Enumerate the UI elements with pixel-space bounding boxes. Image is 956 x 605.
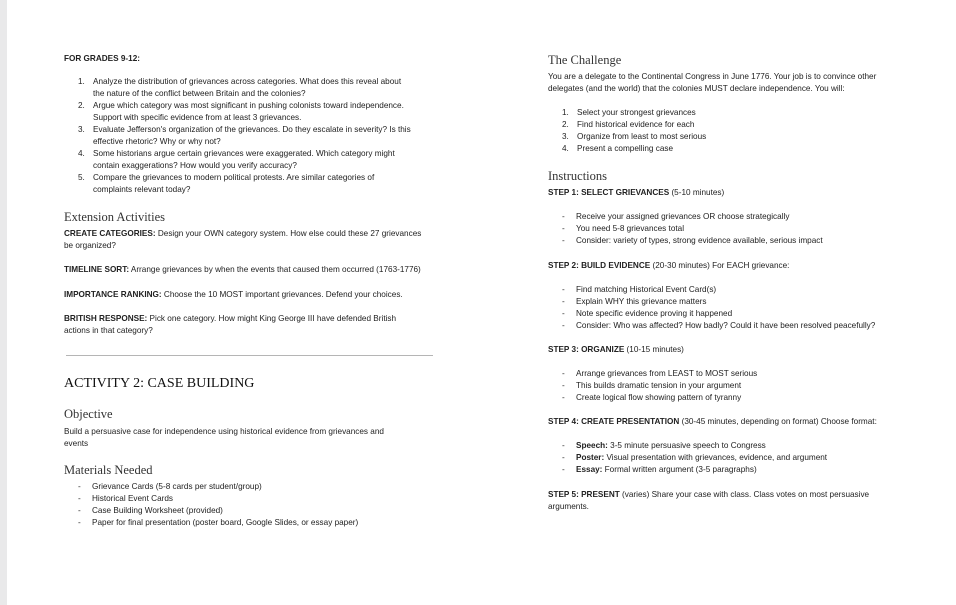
list-item: - Grievance Cards (5-8 cards per student/group) bbox=[78, 482, 262, 491]
extension-item: BRITISH RESPONSE: Pick one category. How might King George III have defended British actions in that category? bbox=[64, 314, 397, 335]
question-item: 3. Evaluate Jefferson's organization of the grievances. Do they escalate in severity? Is this effective rhetoric? Why or why not? bbox=[78, 125, 411, 146]
list-item: - Paper for final presentation (poster board, Google Slides, or essay paper) bbox=[78, 518, 359, 527]
extension-item: IMPORTANCE RANKING: Choose the 10 MOST important grievances. Defend your choices. bbox=[64, 290, 403, 299]
extension-heading: Extension Activities bbox=[64, 210, 166, 224]
list-item: - Consider: Who was affected? How badly? Could it have been resolved peacefully? bbox=[562, 321, 876, 330]
list-item: 1. Select your strongest grievances bbox=[562, 108, 696, 117]
extension-item: CREATE CATEGORIES: Design your OWN category system. How else could these 27 grievances be organized? bbox=[64, 229, 422, 250]
activity-title: ACTIVITY 2: CASE BUILDING bbox=[64, 376, 255, 391]
discussion-questions bbox=[64, 76, 444, 196]
list-item: - Receive your assigned grievances OR choose strategically bbox=[562, 212, 790, 221]
question-item: 4. Some historians argue certain grievances were exaggerated. Which category might contain exaggerations? How would you verify accuracy? bbox=[78, 149, 395, 170]
step-2-heading: STEP 2: BUILD EVIDENCE (20-30 minutes) For EACH grievance: bbox=[548, 261, 790, 270]
list-item: 2. Find historical evidence for each bbox=[562, 120, 695, 129]
list-item: - Arrange grievances from LEAST to MOST serious bbox=[562, 369, 758, 378]
list-item: - Find matching Historical Event Card(s) bbox=[562, 285, 717, 294]
step-4-list bbox=[548, 440, 913, 476]
page-edge bbox=[0, 0, 7, 605]
materials-heading: Materials Needed bbox=[64, 463, 153, 477]
step-3-list bbox=[548, 368, 913, 404]
challenge-text: You are a delegate to the Continental Congress in June 1776. Your job is to convince other delegates (and the world) that the colonies MUST declare independence. You will: bbox=[548, 72, 877, 93]
challenge-steps bbox=[548, 107, 908, 155]
step-1-list bbox=[548, 211, 913, 247]
list-item: - Historical Event Cards bbox=[78, 494, 173, 503]
list-item: - This builds dramatic tension in your argument bbox=[562, 381, 742, 390]
extension-item: TIMELINE SORT: Arrange grievances by when the events that caused them occurred (1763-1776) bbox=[64, 265, 421, 274]
list-item: - Create logical flow showing pattern of tyranny bbox=[562, 393, 742, 402]
instructions-heading: Instructions bbox=[548, 169, 608, 183]
list-item: - Explain WHY this grievance matters bbox=[562, 297, 707, 306]
step-3-heading: STEP 3: ORGANIZE (10-15 minutes) bbox=[548, 345, 684, 354]
step-1-heading: STEP 1: SELECT GRIEVANCES (5-10 minutes) bbox=[548, 188, 725, 197]
list-item: - Case Building Worksheet (provided) bbox=[78, 506, 223, 515]
list-item: - Poster: Visual presentation with grievances, evidence, and argument bbox=[562, 453, 828, 462]
grades-heading: FOR GRADES 9-12: bbox=[64, 54, 140, 63]
list-item: 3. Organize from least to most serious bbox=[562, 132, 707, 141]
step-4-heading: STEP 4: CREATE PRESENTATION (30-45 minutes, depending on format) Choose format: bbox=[548, 417, 877, 426]
step-2-list bbox=[548, 284, 918, 332]
list-item: 4. Present a compelling case bbox=[562, 144, 674, 153]
question-item: 2. Argue which category was most significant in pushing colonists toward independence. Support with specific evidence from at least 3 grievances. bbox=[78, 101, 404, 122]
list-item: - Note specific evidence proving it happened bbox=[562, 309, 733, 318]
list-item: - Speech: 3-5 minute persuasive speech to Congress bbox=[562, 441, 766, 450]
step-5-text: STEP 5: PRESENT (varies) Share your case with class. Class votes on most persuasive arguments. bbox=[548, 490, 870, 511]
list-item: - Essay: Formal written argument (3-5 paragraphs) bbox=[562, 465, 757, 474]
question-item: 1. Analyze the distribution of grievances across categories. What does this reveal about the nature of the conflict between Britain and the colonies? bbox=[78, 77, 402, 98]
question-item: 5. Compare the grievances to modern political protests. Are similar categories of complaints relevant today? bbox=[78, 173, 375, 194]
list-item: - You need 5-8 grievances total bbox=[562, 224, 685, 233]
section-divider bbox=[66, 355, 433, 356]
objective-text: Build a persuasive case for independence using historical evidence from grievances and events bbox=[64, 427, 384, 448]
list-item: - Consider: variety of types, strong evidence available, serious impact bbox=[562, 236, 823, 245]
objective-heading: Objective bbox=[64, 407, 113, 421]
challenge-heading: The Challenge bbox=[548, 53, 622, 67]
materials-list bbox=[64, 481, 444, 529]
